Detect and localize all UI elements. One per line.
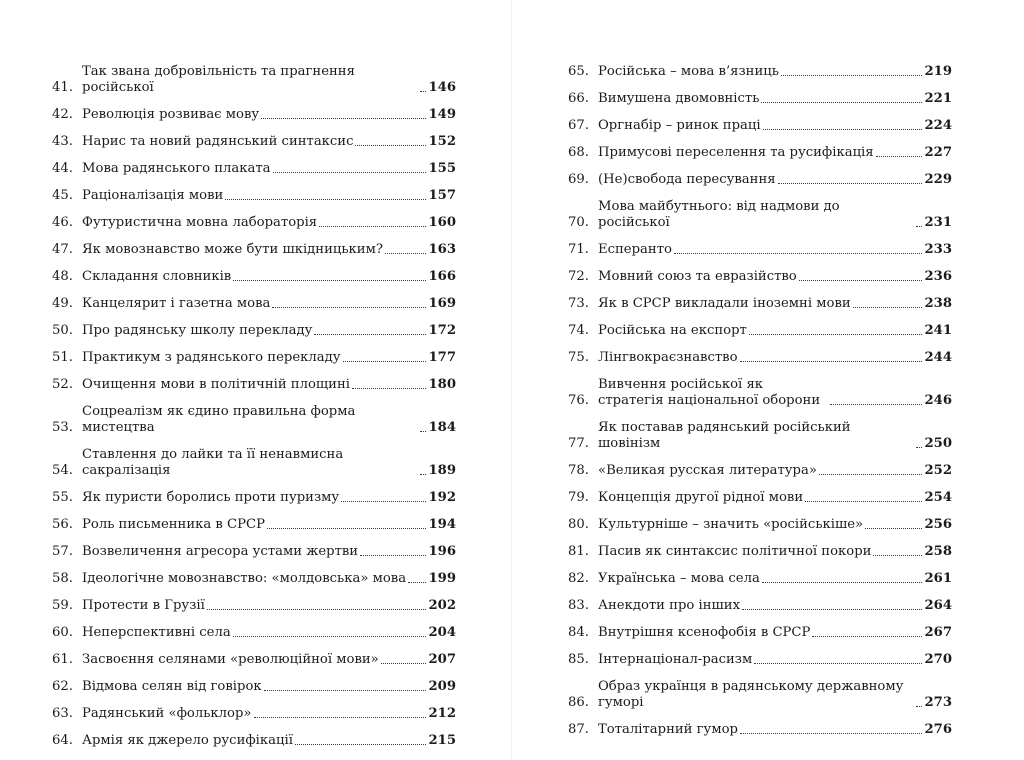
toc-entry-number: 74. xyxy=(568,323,589,338)
toc-entry-page: 202 xyxy=(428,598,456,613)
toc-entry-title: Пасив як синтаксис політичної покори xyxy=(598,544,872,559)
toc-entry-page: 196 xyxy=(428,544,456,559)
toc-entry-page: 194 xyxy=(428,517,456,532)
toc-entry[interactable] xyxy=(52,134,456,150)
dot-leader xyxy=(916,447,922,448)
toc-entry-title: Возвеличення агресора устами жертви xyxy=(82,544,359,559)
dot-leader xyxy=(742,609,922,610)
dot-leader xyxy=(261,118,426,119)
toc-entry-title: Засвоєння селянами «революційної мови» xyxy=(82,652,379,667)
dot-leader xyxy=(207,609,427,610)
toc-entry-page: 189 xyxy=(428,463,456,478)
toc-entry-title: Культурніше – значить «російськіше» xyxy=(598,517,864,532)
toc-entry-title: Відмова селян від говірок xyxy=(82,679,262,694)
toc-entry[interactable] xyxy=(52,404,456,436)
toc-entry-number: 87. xyxy=(568,722,589,737)
toc-entry-page: 155 xyxy=(428,161,456,176)
toc-entry-number: 80. xyxy=(568,517,589,532)
toc-entry-page: 166 xyxy=(428,269,456,284)
dot-leader xyxy=(264,690,427,691)
toc-entry-title: Лінгвокраєзнавство xyxy=(598,350,738,365)
toc-entry-number: 54. xyxy=(52,463,73,478)
toc-entry-number: 41. xyxy=(52,80,73,95)
left-page xyxy=(0,0,512,759)
dot-leader xyxy=(381,663,427,664)
toc-entry-page: 149 xyxy=(428,107,456,122)
toc-entry-number: 51. xyxy=(52,350,73,365)
dot-leader xyxy=(267,528,426,529)
toc-entry-number: 49. xyxy=(52,296,73,311)
toc-entry[interactable] xyxy=(568,145,952,161)
dot-leader xyxy=(819,474,923,475)
toc-entry[interactable] xyxy=(52,517,456,533)
toc-entry-number: 43. xyxy=(52,134,73,149)
toc-entry-page: 146 xyxy=(428,80,456,95)
dot-leader xyxy=(408,582,426,583)
right-page xyxy=(512,0,1024,759)
toc-entry-page: 215 xyxy=(428,733,456,748)
toc-entry[interactable] xyxy=(52,161,456,177)
toc-entry-title: Соцреалізм як єдино правильна форма мистецтва xyxy=(82,404,356,435)
toc-entry-title: Мовний союз та евразійство xyxy=(598,269,797,284)
toc-entry[interactable] xyxy=(52,323,456,339)
toc-entry[interactable] xyxy=(568,172,952,188)
toc-entry-title: Революція розвиває мову xyxy=(82,107,260,122)
toc-entry[interactable] xyxy=(52,706,456,722)
toc-entry-title: Внутрішня ксенофобія в СРСР xyxy=(598,625,811,640)
toc-entry-title: Радянський «фольклор» xyxy=(82,706,252,721)
toc-entry-page: 233 xyxy=(924,242,952,257)
dot-leader xyxy=(830,404,922,405)
toc-entry[interactable] xyxy=(52,296,456,312)
toc-entry-number: 70. xyxy=(568,215,589,230)
toc-entry[interactable] xyxy=(568,323,952,339)
toc-entry-page: 254 xyxy=(924,490,952,505)
toc-entry-page: 264 xyxy=(924,598,952,613)
toc-entry-title: Неперспективні села xyxy=(82,625,231,640)
toc-entry-number: 76. xyxy=(568,393,589,408)
toc-entry[interactable] xyxy=(52,490,456,506)
toc-entry-number: 50. xyxy=(52,323,73,338)
toc-entry[interactable] xyxy=(568,350,952,366)
toc-entry-page: 192 xyxy=(428,490,456,505)
toc-entry[interactable] xyxy=(568,463,952,479)
toc-entry-page: 252 xyxy=(924,463,952,478)
toc-entry[interactable] xyxy=(52,188,456,204)
toc-entry[interactable] xyxy=(568,199,952,231)
dot-leader xyxy=(740,361,923,362)
dot-leader xyxy=(314,334,426,335)
toc-entry-page: 224 xyxy=(924,118,952,133)
toc-entry-page: 229 xyxy=(924,172,952,187)
toc-entry-number: 79. xyxy=(568,490,589,505)
dot-leader xyxy=(799,280,923,281)
toc-entry-page: 199 xyxy=(428,571,456,586)
toc-entry-page: 231 xyxy=(924,215,952,230)
dot-leader xyxy=(319,226,426,227)
toc-entry-page: 246 xyxy=(924,393,952,408)
toc-entry[interactable] xyxy=(52,269,456,285)
toc-entry-number: 62. xyxy=(52,679,73,694)
dot-leader xyxy=(233,280,426,281)
toc-entry[interactable] xyxy=(568,91,952,107)
toc-entry-page: 244 xyxy=(924,350,952,365)
dot-leader xyxy=(420,91,426,92)
dot-leader xyxy=(341,501,426,502)
toc-entry-title: Анекдоти про інших xyxy=(598,598,741,613)
dot-leader xyxy=(420,474,426,475)
toc-entry[interactable] xyxy=(568,517,952,533)
dot-leader xyxy=(853,307,923,308)
toc-entry-number: 61. xyxy=(52,652,73,667)
toc-entry-number: 42. xyxy=(52,107,73,122)
toc-entry[interactable] xyxy=(52,107,456,123)
toc-entry[interactable] xyxy=(568,722,952,738)
toc-entry-number: 67. xyxy=(568,118,589,133)
toc-entry-title: Футуристична мовна лабораторія xyxy=(82,215,318,230)
toc-entry-number: 59. xyxy=(52,598,73,613)
toc-entry-number: 64. xyxy=(52,733,73,748)
toc-entry-number: 73. xyxy=(568,296,589,311)
dot-leader xyxy=(778,183,923,184)
toc-entry-title: Російська – мова в’язниць xyxy=(598,64,779,79)
toc-entry-title: Раціоналізація мови xyxy=(82,188,224,203)
toc-entry-page: 212 xyxy=(428,706,456,721)
toc-entry-title: Як в СРСР викладали іноземні мови xyxy=(598,296,851,311)
toc-entry-number: 69. xyxy=(568,172,589,187)
toc-entry-page: 236 xyxy=(924,269,952,284)
toc-right xyxy=(568,64,952,749)
toc-entry-page: 209 xyxy=(428,679,456,694)
toc-entry-number: 53. xyxy=(52,420,73,435)
toc-entry-number: 56. xyxy=(52,517,73,532)
toc-entry-page: 258 xyxy=(924,544,952,559)
toc-entry-title: Ставлення до лайки та її ненавмисна сакралізація xyxy=(82,447,344,478)
toc-entry[interactable] xyxy=(52,215,456,231)
dot-leader xyxy=(805,501,922,502)
toc-entry[interactable] xyxy=(568,625,952,641)
toc-entry-title: Практикум з радянського перекладу xyxy=(82,350,341,365)
toc-entry-page: 204 xyxy=(428,625,456,640)
dot-leader xyxy=(754,663,922,664)
dot-leader xyxy=(763,129,923,130)
toc-entry-page: 241 xyxy=(924,323,952,338)
toc-entry-number: 72. xyxy=(568,269,589,284)
dot-leader xyxy=(273,172,427,173)
toc-entry-number: 65. xyxy=(568,64,589,79)
toc-entry-title: «Великая русская литература» xyxy=(598,463,817,478)
toc-entry-number: 77. xyxy=(568,436,589,451)
dot-leader xyxy=(295,744,427,745)
toc-entry-title: Мова майбутнього: від надмови до російської xyxy=(598,199,840,230)
toc-entry-title: Нарис та новий радянський синтаксис xyxy=(82,134,354,149)
dot-leader xyxy=(781,75,923,76)
toc-entry-title: Ідеологічне мовознавство: «молдовська» мова xyxy=(82,571,407,586)
toc-entry-number: 68. xyxy=(568,145,589,160)
toc-entry[interactable] xyxy=(568,652,952,668)
dot-leader xyxy=(385,253,427,254)
toc-entry-title: Мова радянського плаката xyxy=(82,161,271,176)
dot-leader xyxy=(865,528,922,529)
dot-leader xyxy=(761,102,922,103)
dot-leader xyxy=(355,145,426,146)
toc-entry-number: 85. xyxy=(568,652,589,667)
toc-entry-page: 238 xyxy=(924,296,952,311)
toc-entry-title: Образ українця в радянському державному гуморі xyxy=(598,679,904,710)
toc-entry-page: 163 xyxy=(428,242,456,257)
toc-entry-page: 221 xyxy=(924,91,952,106)
toc-entry[interactable] xyxy=(52,679,456,695)
toc-entry-number: 78. xyxy=(568,463,589,478)
toc-entry[interactable] xyxy=(568,490,952,506)
toc-entry-number: 82. xyxy=(568,571,589,586)
toc-entry-page: 250 xyxy=(924,436,952,451)
toc-entry-number: 46. xyxy=(52,215,73,230)
toc-entry[interactable] xyxy=(52,447,456,479)
toc-entry-number: 63. xyxy=(52,706,73,721)
dot-leader xyxy=(233,636,427,637)
toc-entry-number: 45. xyxy=(52,188,73,203)
toc-entry-title: Складання словників xyxy=(82,269,232,284)
dot-leader xyxy=(916,706,922,707)
toc-entry-page: 180 xyxy=(428,377,456,392)
dot-leader xyxy=(916,226,922,227)
toc-entry[interactable] xyxy=(52,377,456,393)
dot-leader xyxy=(674,253,923,254)
toc-entry-title: Вивчення російської як стратегія національної оборони xyxy=(598,377,821,408)
toc-entry-title: Роль письменника в СРСР xyxy=(82,517,265,532)
toc-entry-number: 86. xyxy=(568,695,589,710)
toc-entry-page: 227 xyxy=(924,145,952,160)
toc-entry-page: 152 xyxy=(428,134,456,149)
dot-leader xyxy=(876,156,923,157)
toc-entry-title: Есперанто xyxy=(598,242,672,257)
toc-entry-title: Оргнабір – ринок праці xyxy=(598,118,761,133)
dot-leader xyxy=(360,555,426,556)
toc-entry-page: 160 xyxy=(428,215,456,230)
toc-entry-title: Вимушена двомовність xyxy=(598,91,760,106)
toc-entry-title: Армія як джерело русифікації xyxy=(82,733,293,748)
toc-entry[interactable] xyxy=(52,242,456,258)
toc-entry-page: 276 xyxy=(924,722,952,737)
toc-entry-number: 57. xyxy=(52,544,73,559)
toc-entry[interactable] xyxy=(568,242,952,258)
toc-entry[interactable] xyxy=(52,733,456,749)
toc-entry[interactable] xyxy=(568,377,952,409)
toc-entry-number: 47. xyxy=(52,242,73,257)
toc-entry-title: Канцелярит і газетна мова xyxy=(82,296,271,311)
toc-entry[interactable] xyxy=(52,598,456,614)
toc-entry-page: 172 xyxy=(428,323,456,338)
toc-entry-number: 58. xyxy=(52,571,73,586)
toc-entry[interactable] xyxy=(52,64,456,96)
toc-entry-number: 66. xyxy=(568,91,589,106)
toc-entry-number: 60. xyxy=(52,625,73,640)
toc-entry-page: 256 xyxy=(924,517,952,532)
toc-entry-title: Тоталітарний гумор xyxy=(598,722,738,737)
dot-leader xyxy=(272,307,426,308)
dot-leader xyxy=(343,361,427,362)
toc-entry-title: Примусові переселення та русифікація xyxy=(598,145,874,160)
toc-entry-page: 184 xyxy=(428,420,456,435)
toc-entry[interactable] xyxy=(568,679,952,711)
toc-entry-title: Про радянську школу перекладу xyxy=(82,323,313,338)
dot-leader xyxy=(762,582,923,583)
toc-entry[interactable] xyxy=(52,571,456,587)
dot-leader xyxy=(254,717,427,718)
dot-leader xyxy=(420,431,426,432)
toc-entry-number: 55. xyxy=(52,490,73,505)
toc-entry-page: 169 xyxy=(428,296,456,311)
dot-leader xyxy=(740,733,923,734)
dot-leader xyxy=(812,636,922,637)
toc-entry[interactable] xyxy=(568,64,952,80)
dot-leader xyxy=(225,199,426,200)
toc-entry-number: 81. xyxy=(568,544,589,559)
toc-entry-title: (Не)свобода пересування xyxy=(598,172,776,187)
toc-entry-title: Як поставав радянський російський шовінізм xyxy=(598,420,851,451)
toc-entry-number: 71. xyxy=(568,242,589,257)
toc-entry[interactable] xyxy=(568,296,952,312)
toc-entry-title: Інтернаціонал-расизм xyxy=(598,652,753,667)
toc-entry-title: Протести в Грузії xyxy=(82,598,205,613)
toc-entry-title: Концепція другої рідної мови xyxy=(598,490,804,505)
toc-entry-page: 219 xyxy=(924,64,952,79)
toc-entry[interactable] xyxy=(52,625,456,641)
toc-entry[interactable] xyxy=(568,420,952,452)
toc-entry-page: 273 xyxy=(924,695,952,710)
toc-entry-number: 44. xyxy=(52,161,73,176)
dot-leader xyxy=(749,334,923,335)
toc-entry[interactable] xyxy=(52,652,456,668)
toc-entry-page: 267 xyxy=(924,625,952,640)
toc-entry-page: 270 xyxy=(924,652,952,667)
toc-left xyxy=(52,64,456,760)
dot-leader xyxy=(873,555,922,556)
toc-entry[interactable] xyxy=(52,544,456,560)
toc-entry[interactable] xyxy=(568,544,952,560)
toc-entry-title: Українська – мова села xyxy=(598,571,760,586)
toc-entry-page: 207 xyxy=(428,652,456,667)
toc-entry[interactable] xyxy=(568,598,952,614)
toc-entry-title: Російська на експорт xyxy=(598,323,747,338)
toc-entry[interactable] xyxy=(52,350,456,366)
toc-entry-number: 48. xyxy=(52,269,73,284)
toc-entry-page: 177 xyxy=(428,350,456,365)
toc-entry-number: 83. xyxy=(568,598,589,613)
toc-entry-page: 261 xyxy=(924,571,952,586)
toc-entry-title: Очищення мови в політичній площині xyxy=(82,377,350,392)
toc-entry-title: Як мовознавство може бути шкідницьким? xyxy=(82,242,383,257)
dot-leader xyxy=(352,388,426,389)
toc-entry[interactable] xyxy=(568,269,952,285)
toc-entry-page: 157 xyxy=(428,188,456,203)
toc-entry-number: 75. xyxy=(568,350,589,365)
toc-entry-number: 84. xyxy=(568,625,589,640)
toc-entry-title: Як пуристи боролись проти пуризму xyxy=(82,490,340,505)
toc-entry-number: 52. xyxy=(52,377,73,392)
toc-entry[interactable] xyxy=(568,571,952,587)
toc-entry-title: Так звана добровільність та прагнення російської xyxy=(82,64,355,95)
toc-entry[interactable] xyxy=(568,118,952,134)
